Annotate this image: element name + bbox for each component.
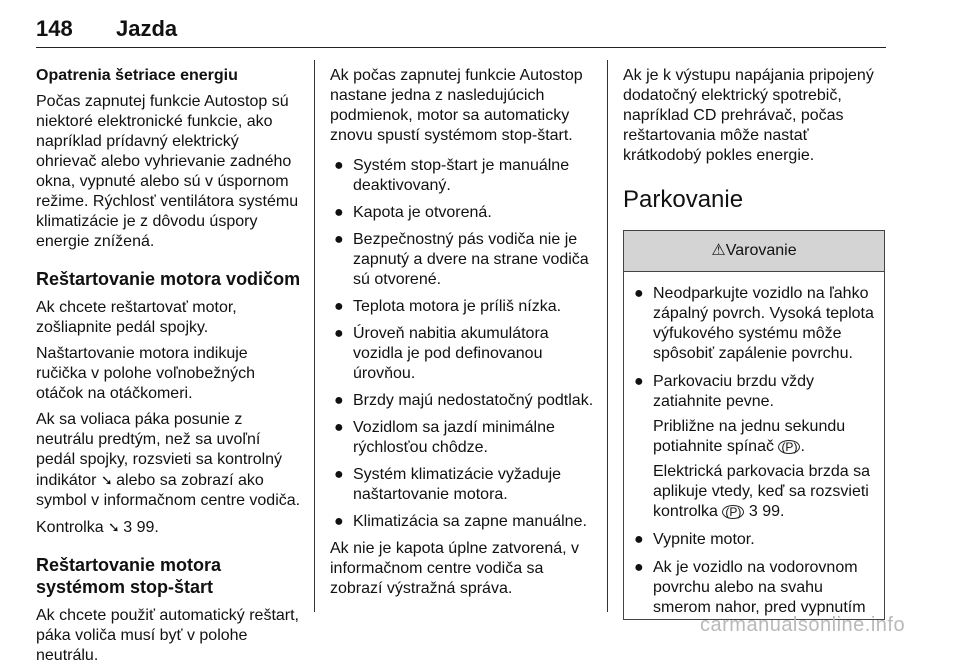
heading-restart-by-driver: Reštartovanie motora vodičom [36,269,301,289]
page-number: 148 [36,16,73,41]
paragraph-energy-saving: Počas zapnutej funkcie Autostop sú niektoré elektronické funkcie, ako napríklad prídavný elektrický ohrievač alebo vyhrievanie zadného okna, vypnuté alebo sú v úspornom režime. Rýchlosť ventilátora systému klimatizácie je z dôvodu úspory energie znížená. [36,93,299,250]
parking-brake-instruction: Približne na jednu sekundu potiahnite spínač (P) . [653,418,846,455]
list-item: ● Brzdy majú nedostatočný podtlak. [334,392,594,409]
warning-box [623,230,885,620]
bullet-icon: ● [634,373,644,390]
list-item: ● Systém klimatizácie vyžaduje naštartovanie motora. [334,466,562,503]
paragraph-gear-lever [36,410,302,511]
paragraph-restart-indicator: Naštartovanie motora indikuje ručička v polohe voľnobežných otáčok na otáčkomeri. [36,345,256,402]
gear-lever-text-2: alebo sa zobrazí ako symbol v informačnom centre vodiča. [36,472,301,509]
list-item: ● Systém stop-štart je manuálne deaktivovaný. [334,157,570,194]
paragraph-restart-clutch: Ak chcete reštartovať motor, zošliapnite pedál spojky. [36,299,237,336]
header-divider [36,47,886,48]
heading-parking: Parkovanie [623,186,744,213]
list-item: ● Klimatizácia sa zapne manuálne. [334,513,587,530]
watermark: carmanualsonline.info [700,614,906,636]
list-item: ● Bezpečnostný pás vodiča nie je zapnutý a dvere na strane vodiča sú otvorené. [334,231,589,288]
page-header [36,14,886,48]
bullet-icon: ● [334,466,344,483]
column-divider-2 [607,60,608,612]
section-title: Jazda [116,16,178,41]
bullet-icon: ● [334,298,344,315]
paragraph-indicator-reference [36,517,302,538]
parking-brake-icon: (P) [722,505,744,519]
paragraph-hood-warning: Ak nie je kapota úplne zatvorená, v informačnom centre vodiča sa zobrazí výstražná správa. [330,540,580,597]
bullet-icon: ● [334,157,344,174]
restart-conditions-list [330,156,594,532]
column-2 [330,66,594,605]
warning-body [624,272,884,620]
paragraph-power-drop: Ak je k výstupu napájania pripojený dodatočný elektrický spotrebič, napríklad CD prehrávač, počas reštartovania môže nastať krátkodobý pokles energie. [623,67,874,164]
parking-brake-note: Elektrická parkovacia brzda sa aplikuje vtedy, keď sa rozsvieti kontrolka (P) 3 99. [653,463,870,520]
list-item: ● Neodparkujte vozidlo na ľahko zápalný povrch. Vysoká teplota výfukového systému môže spôsobiť zapálenie povrchu. [634,285,874,362]
list-item: ● Úroveň nabitia akumulátora vozidla je pod definovanou úrovňou. [334,325,549,382]
autostop-indicator-icon: ➘ [100,472,112,488]
bullet-icon: ● [634,559,644,576]
gear-lever-text-1: Ak sa voliaca páka posunie z neutrálu predtým, než sa uvoľní pedál spojky, rozsvieti sa kontrolný indikátor [36,411,283,489]
warning-header [624,231,884,272]
heading-energy-saving: Opatrenia šetriace energiu [36,67,238,84]
bullet-icon: ● [634,531,644,548]
indicator-reference-label: Kontrolka [36,519,104,536]
autostop-indicator-icon: ➘ [108,519,119,535]
page-reference: 99. [136,519,159,536]
parking-brake-icon: (P) [778,440,800,454]
paragraph-automatic-restart: Ak chcete použiť automatický reštart, páka voliča musí byť v polohe neutrálu. [36,607,299,664]
bullet-icon: ● [634,285,644,302]
list-item: ● Kapota je otvorená. [334,204,492,221]
bullet-icon: ● [334,513,344,530]
list-item: ● Ak je vozidlo na vodorovnom povrchu alebo na svahu smerom nahor, pred vypnutím [634,559,866,616]
heading-restart-by-system: Reštartovanie motora systémom stop-štart [36,555,222,597]
list-item: ● Vozidlom sa jazdí minimálne rýchlosťou chôdze. [334,419,555,456]
bullet-icon: ● [334,325,344,342]
list-item: ● Parkovaciu brzdu vždy zatiahnite pevne. Približne na jednu sekundu potiahnite spínač (P) . Elektrická parkovacia brzda sa aplikuje vtedy, keď sa rozsvieti kontrolka (P) 3 99. [630,372,874,522]
warning-title: Varovanie [725,242,797,259]
column-divider-1 [314,60,315,612]
bullet-icon: ● [334,419,344,436]
bullet-icon: ● [334,392,344,409]
paragraph-restart-conditions: Ak počas zapnutej funkcie Autostop nastane jedna z nasledujúcich podmienok, motor sa automaticky znovu spustí systémom stop-štart. [330,67,583,144]
column-3 [623,66,885,620]
bullet-icon: ● [334,204,344,221]
bullet-icon: ● [334,231,344,248]
parking-warning-list [630,284,874,620]
page-reference-arrow-icon: 3 [748,503,758,520]
list-item: ● Vypnite motor. [634,531,755,548]
list-item: ● Teplota motora je príliš nízka. [334,298,562,315]
column-1 [36,66,302,672]
warning-icon: ⚠ [711,242,726,259]
page-reference-arrow-icon: 3 [123,519,133,536]
